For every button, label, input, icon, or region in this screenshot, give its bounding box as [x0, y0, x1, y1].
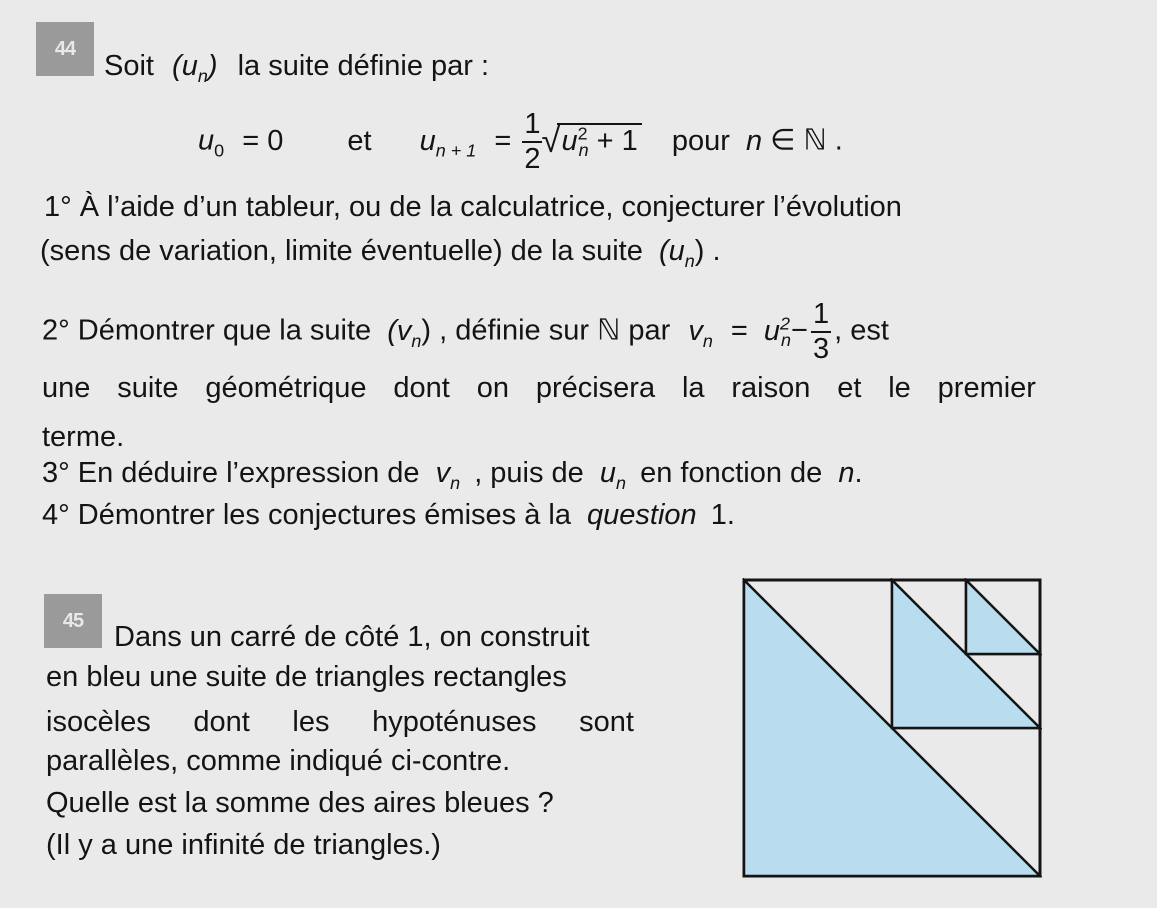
exercise-45-line-5: Quelle est la somme des aires bleues ?	[46, 787, 554, 819]
exercise-45-badge	[44, 594, 102, 648]
exercise-44-badge	[36, 22, 94, 76]
question-2-line-3: terme.	[42, 421, 125, 453]
exercise-45-line-2: en bleu une suite de triangles rectangles	[46, 661, 567, 693]
exercise-45-line-1: Dans un carré de côté 1, on construit	[114, 621, 590, 653]
exercise-45-line-3: isocèles dont les hypoténuses sont	[46, 706, 634, 738]
question-1-line-1: 1° À l’aide d’un tableur, ou de la calculatrice, conjecturer l’évolution	[44, 191, 902, 223]
blue-triangle-3	[966, 580, 1040, 654]
exercise-45-line-4: parallèles, comme indiqué ci-contre.	[46, 745, 511, 777]
exercise-44-intro: Soit $(u_n)$ la suite définie par :	[104, 50, 490, 86]
question-2-line-2: une suite géométrique dont on précisera la raison et le premier	[42, 372, 1036, 404]
exercise-45-line-6: (Il y a une infinité de triangles.)	[46, 829, 441, 861]
square-root: √ $u^2_n + 1$	[557, 123, 641, 156]
question-4: 4° Démontrer les conjectures émises à la question 1.	[42, 499, 735, 531]
exercise-44-definition: $u_0 = 0$ et $u_{n + 1}$ = $\frac{1}{2}$ √ $u^2_n + 1$ pour n ∈ ℕ .	[198, 110, 843, 174]
question-2-line-1: 2° Démontrer que la suite $(v_n)$ , définie sur ℕ par $v_n = u^2_n-$ $\frac{1}{3}$ , est	[42, 298, 889, 365]
fraction-one-third: $\frac{1}{3}$	[812, 298, 830, 365]
question-3: 3° En déduire l’expression de $v_n$ , puis de $u_n$ en fonction de n.	[42, 457, 863, 493]
nested-triangles-figure	[742, 578, 1042, 878]
exercise-44-number: 44	[54, 37, 76, 60]
fraction-one-half: $\frac{1}{2}$	[524, 108, 541, 175]
question-1-line-2: (sens de variation, limite éventuelle) de la suite $(u_n)$ .	[40, 235, 721, 271]
exercise-45-number: 45	[62, 609, 84, 632]
